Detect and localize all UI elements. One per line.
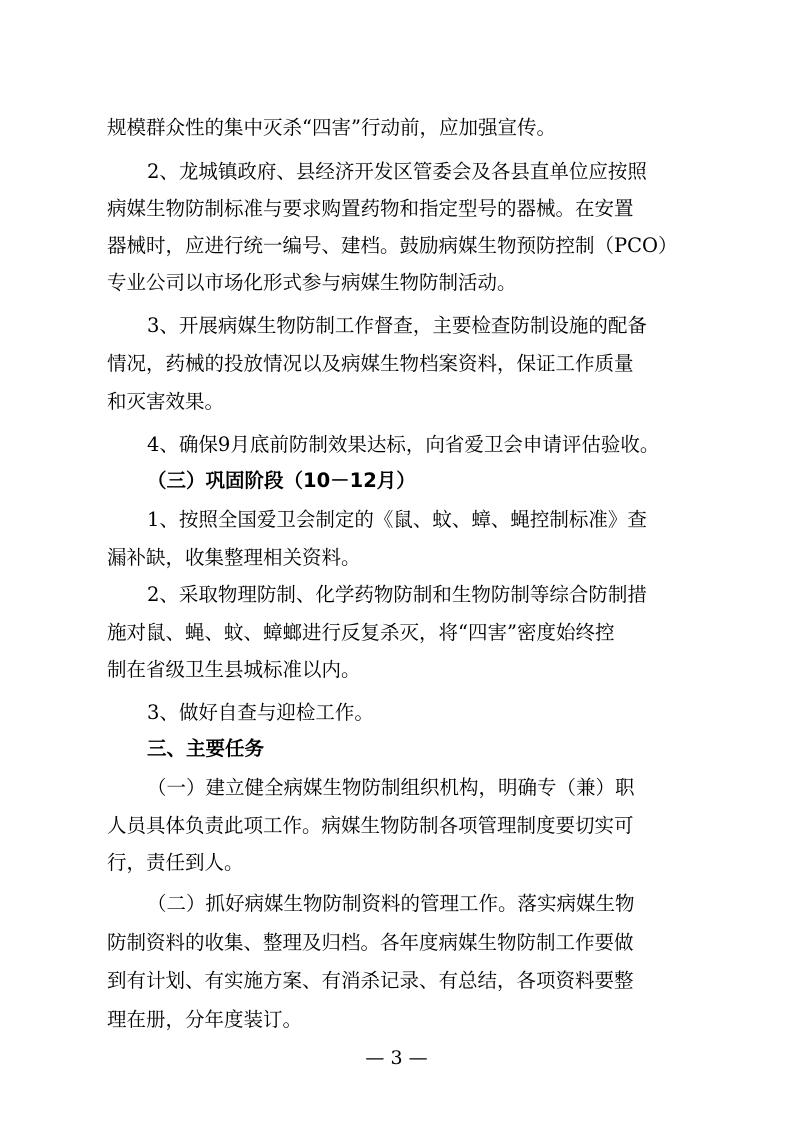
page-number: — 3 — xyxy=(365,1047,428,1069)
paragraph-line-2: 2、龙城镇政府、县经济开发区管委会及各县直单位应按照 xyxy=(147,160,647,183)
paragraph-line-22: 防制资料的收集、整理及归档。各年度病媒生物防制工作要做 xyxy=(107,931,634,954)
paragraph-line-1: 规模群众性的集中灭杀“四害”行动前，应加强宣传。 xyxy=(107,116,556,139)
paragraph-line-24: 理在册，分年度装订。 xyxy=(107,1008,303,1031)
section-heading-consolidation: （三）巩固阶段（10－12月） xyxy=(147,469,416,492)
paragraph-line-3: 病媒生物防制标准与要求购置药物和指定型号的器械。在安置 xyxy=(107,197,634,220)
paragraph-line-21: （二）抓好病媒生物防制资料的管理工作。落实病媒生物 xyxy=(147,892,635,915)
paragraph-line-9: 4、确保9月底前防制效果达标，向省爱卫会申请评估验收。 xyxy=(147,433,660,456)
paragraph-line-8: 和灭害效果。 xyxy=(107,390,225,413)
paragraph-line-23: 到有计划、有实施方案、有消杀记录、有总结，各项资料要整 xyxy=(107,969,634,992)
paragraph-line-14: 施对鼠、蝇、蚊、蟑螂进行反复杀灭，将“四害”密度始终控 xyxy=(107,621,615,644)
paragraph-line-6: 3、开展病媒生物防制工作督查，主要检查防制设施的配备 xyxy=(147,314,647,337)
section-heading-main-tasks: 三、主要任务 xyxy=(147,737,265,760)
paragraph-line-20: 行，责任到人。 xyxy=(107,851,244,874)
paragraph-line-11: 1、按照全国爱卫会制定的《鼠、蚊、蟑、蝇控制标准》查 xyxy=(147,508,647,531)
paragraph-line-13: 2、采取物理防制、化学药物防制和生物防制等综合防制措 xyxy=(147,583,647,606)
paragraph-line-19: 人员具体负责此项工作。病媒生物防制各项管理制度要切实可 xyxy=(107,814,634,837)
paragraph-line-18: （一）建立健全病媒生物防制组织机构，明确专（兼）职 xyxy=(147,776,635,799)
paragraph-line-16: 3、做好自查与迎检工作。 xyxy=(147,701,374,724)
paragraph-line-5: 专业公司以市场化形式参与病媒生物防制活动。 xyxy=(107,271,517,294)
paragraph-line-4: 器械时，应进行统一编号、建档。鼓励病媒生物预防控制（PCO） xyxy=(107,234,678,257)
paragraph-line-15: 制在省级卫生县城标准以内。 xyxy=(107,658,361,681)
paragraph-line-12: 漏补缺，收集整理相关资料。 xyxy=(107,546,361,569)
paragraph-line-7: 情况，药械的投放情况以及病媒生物档案资料，保证工作质量 xyxy=(107,352,634,375)
